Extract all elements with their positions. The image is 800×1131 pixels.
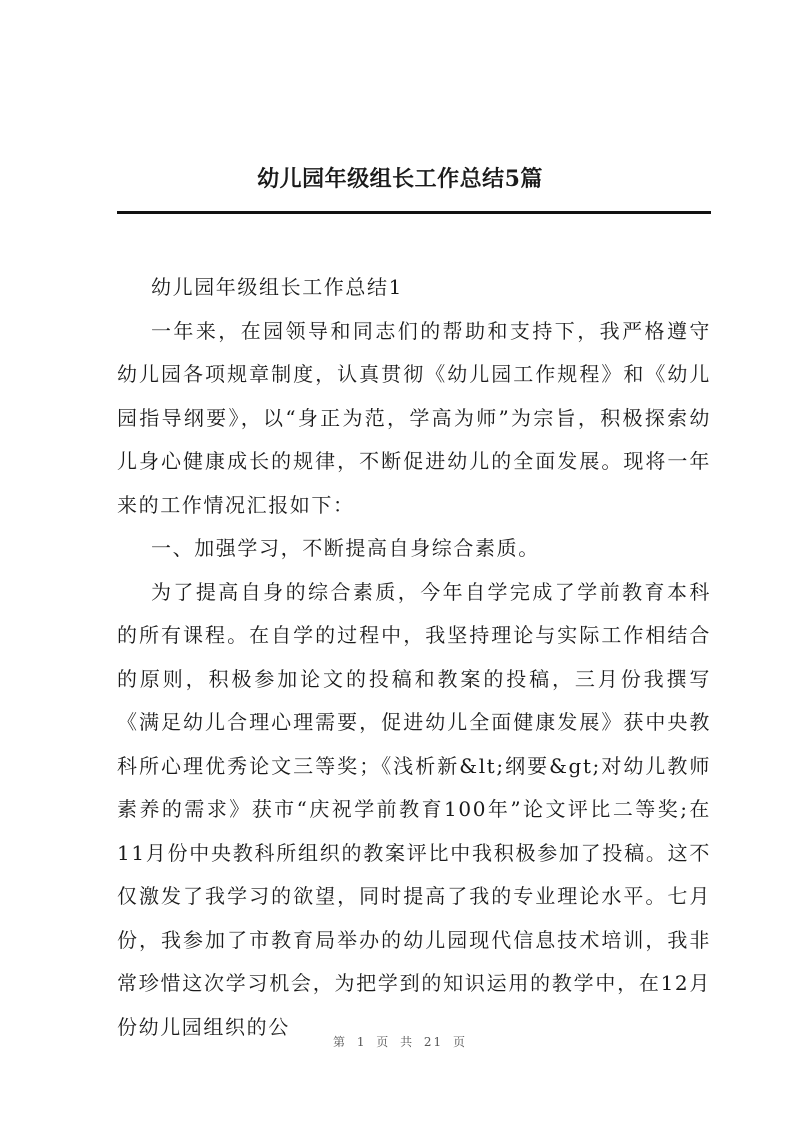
page-number-footer: 第 1 页 共 21 页	[333, 1035, 467, 1049]
body-paragraph: 为了提高自身的综合素质，今年自学完成了学前教育本科的所有课程。在自学的过程中，我坚持理论与实际工作相结合的原则，积极参加论文的投稿和教案的投稿，三月份我撰写《满足幼儿合理心理需要，促进幼儿全面健康发展》获中央教科所心理优秀论文三等奖；《浅析新&lt;纲要&gt;对幼儿教师素养的需求》获市“庆祝学前教育100年”论文评比二等奖;在11月份中央教科所组织的教案评比中我积极参加了投稿。这不仅激发了我学习的欲望，同时提高了我的专业理论水平。七月份，我参加了市教育局举办的幼儿园现代信息技术培训，我非常珍惜这次学习机会，为把学到的知识运用的教学中，在12月份幼儿园组织的公	[117, 579, 711, 1039]
body-paragraph: 一年来，在园领导和同志们的帮助和支持下，我严格遵守幼儿园各项规章制度，认真贯彻《幼儿园工作规程》和《幼儿园指导纲要》，以“身正为范，学高为师”为宗旨，积极探索幼儿身心健康成长的规律，不断促进幼儿的全面发展。现将一年来的工作情况汇报如下：	[117, 318, 711, 517]
subsection-heading: 一、加强学习，不断提高自身综合素质。	[151, 536, 540, 560]
document-title: 幼儿园年级组长工作总结5篇	[257, 166, 543, 192]
section-heading: 幼儿园年级组长工作总结1	[151, 275, 403, 299]
document-body	[117, 266, 711, 1049]
title-underline	[117, 211, 711, 214]
